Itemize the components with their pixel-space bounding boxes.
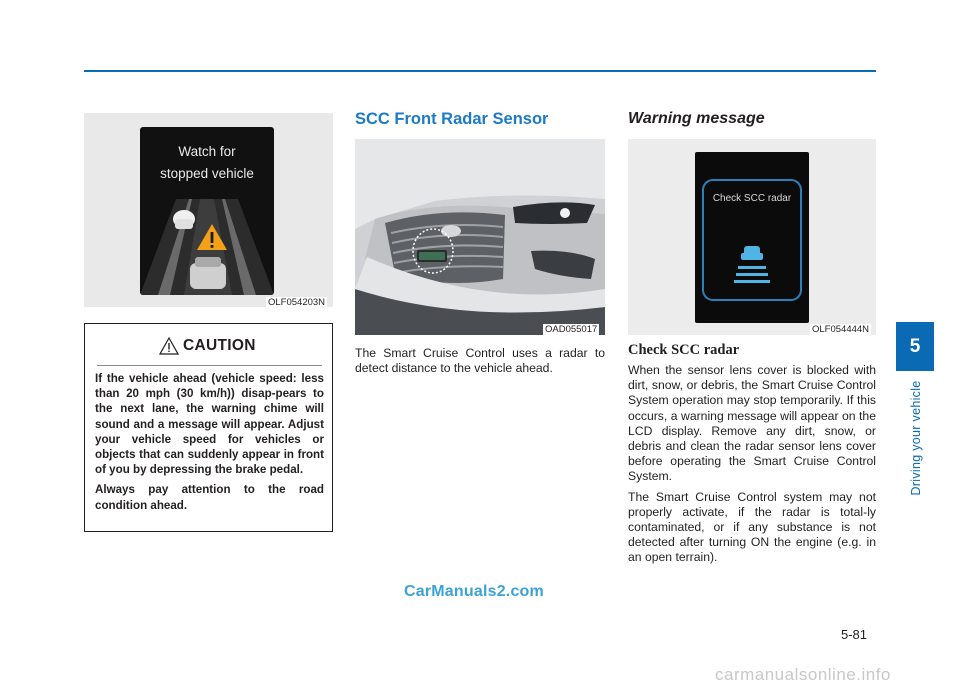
caution-box [84, 323, 333, 532]
figure-caption: OLF054444N [812, 324, 870, 335]
road-illustration [140, 127, 274, 295]
scc-radar-icon [732, 244, 772, 290]
car-front-illustration [355, 139, 605, 335]
figure-caption: OAD055017 [545, 324, 598, 335]
section-body: The Smart Cruise Control uses a radar to detect distance to the vehicle ahead. [355, 346, 605, 376]
warning-body [628, 363, 876, 566]
warning-triangle-icon [195, 222, 229, 252]
lcd-display-image [695, 152, 809, 323]
figure-caption: OLF054203N [268, 297, 326, 308]
section-heading: SCC Front Radar Sensor [355, 110, 549, 128]
cluster-display-image [140, 127, 274, 295]
warning-paragraph: The Smart Cruise Control system may not properly activate, if the radar is total-ly contaminated, or if any substance is not detected after turning ON the engine (e.g. in an open terrain). [628, 489, 876, 565]
watermark-text: carmanualsonline.info [715, 665, 891, 684]
cluster-display-text: Watch for stopped vehicle [160, 144, 254, 181]
caution-header [85, 324, 332, 364]
lcd-message: Check SCC radar [712, 193, 792, 204]
header-rule [84, 70, 876, 72]
subheading: Check SCC radar [628, 342, 740, 358]
radar-sensor-photo [355, 139, 605, 335]
caution-triangle-icon [159, 337, 179, 355]
watermark-link[interactable]: CarManuals2.com [404, 583, 544, 600]
warning-paragraph: When the sensor lens cover is blocked with dirt, snow, or debris, the Smart Cruise Control System operation may stop temporarily. If this occurs, a warning message will appear on the LCD display. Remove any dirt, snow, or debris and clean the radar sensor lens cover before operating the Smart Cruise Control System. [628, 363, 876, 484]
caution-body [95, 371, 324, 518]
page-number: 5-81 [841, 627, 868, 642]
caution-title: CAUTION [183, 337, 256, 354]
caution-paragraph: If the vehicle ahead (vehicle speed: less than 20 mph (30 km/h)) disap-pears to the next lane, the warning chime will sound and a message will appear. Adjust your vehicle speed for vehicles or objects that can suddenly appear in front of you by depressing the brake pedal. [95, 372, 324, 477]
caution-paragraph: Always pay attention to the road condition ahead. [95, 483, 324, 512]
chapter-title: Driving your vehicle [908, 380, 923, 496]
caution-divider [97, 365, 322, 366]
chapter-tab: 5 [896, 322, 934, 371]
lcd-frame [695, 152, 809, 323]
warning-heading: Warning message [628, 110, 765, 127]
